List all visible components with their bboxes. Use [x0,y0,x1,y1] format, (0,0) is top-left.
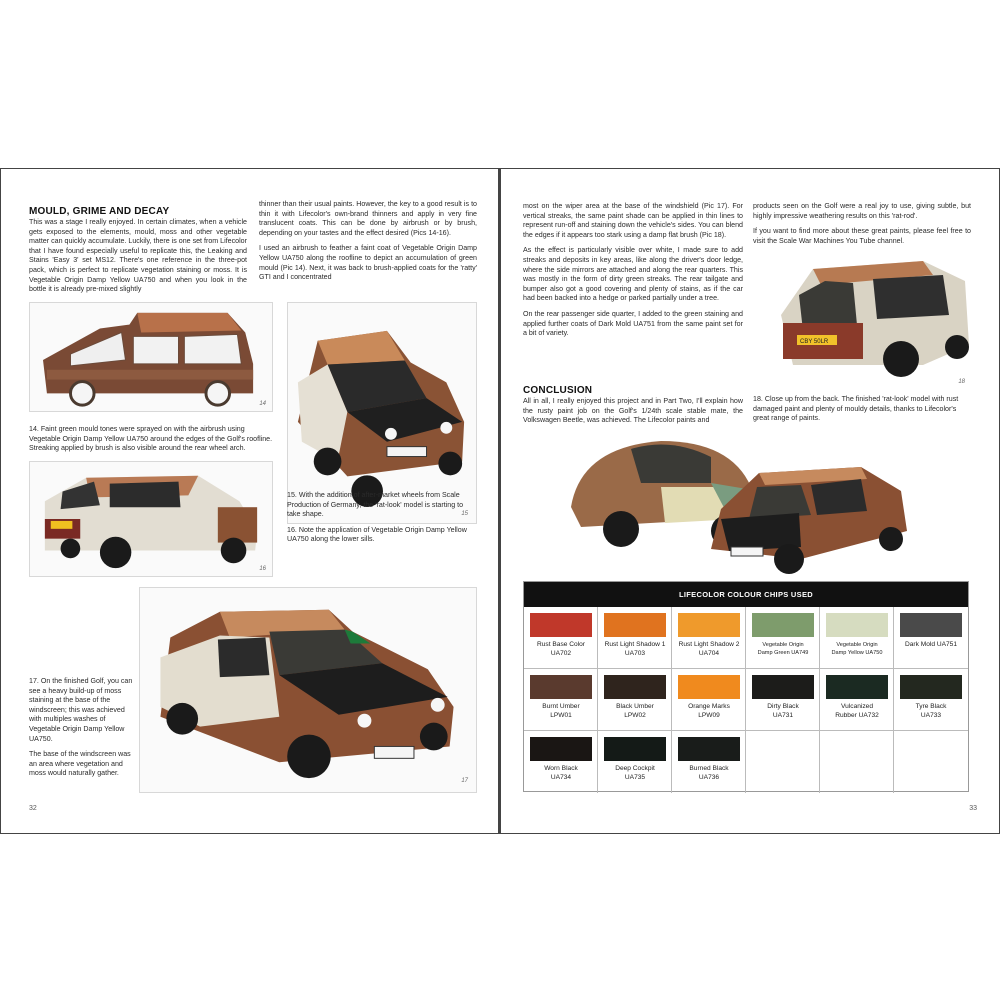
colour-chip [820,607,894,669]
chip-name: Burned Black [689,765,729,772]
chip-label [748,641,818,657]
paragraph: The base of the windscreen was an area where vegetation and moss would naturally gather. [29,750,131,778]
colour-chip [746,607,820,669]
chip-label [674,765,744,782]
chip-name: Vegetable Origin [836,642,878,648]
paragraph: products seen on the Golf were a real joy to use, giving subtle, but highly impressive weathering results on this 'rat-rod'. [753,202,971,220]
chip-code: UA736 [698,773,720,781]
colour-chip [598,607,672,669]
colour-swatch [826,675,888,699]
paragraph: This was a stage I really enjoyed. In certain climates, when a vehicle gets exposed to the elements, mould, moss and other vegetable matter can quickly accumulate. Luckily, there is one set from Lifecolor that I have found especially useful to replicate this, the Leaking and Stains 'Easy 3' set MS12. There's one reference in the three-pot pack, which is perfect to replicate vegetation staining or moss. It is Vegetable Origin Damp Yellow UA750 and when you look in the bottle it is already pre-mixed slightly [29,218,247,294]
chip-label [822,703,892,720]
chip-label [526,703,596,720]
colour-swatch [530,737,592,761]
colour-chip [894,607,968,669]
paragraph: I used an airbrush to feather a faint coat of Vegetable Origin Damp Yellow UA750 along the roofline to depict an accumulation of green mould (Pic 14). Next, it was back to brush-applied coats for the 'ratty' GTI and I concentrated [259,244,477,282]
page-number-left: 32 [29,805,37,812]
colour-chip [598,669,672,731]
colour-swatch [604,675,666,699]
colour-swatch [678,675,740,699]
colour-swatch [530,675,592,699]
section-heading: MOULD, GRIME AND DECAY [29,206,170,217]
chip-name: Black Umber [616,703,654,710]
colour-chip [894,669,968,731]
chip-code: LPW02 [624,711,646,719]
beetle-golf-illustration [561,427,921,577]
paragraph: On the rear passenger side quarter, I added to the green staining and applied further coats of Dark Mold UA751 from the same paint set for a bit of variety. [523,309,743,338]
colour-swatch [752,613,814,637]
caption-14: 14. Faint green mould tones were sprayed on with the airbrush using Vegetable Origin Damp Yellow UA750 around the edges of the Golf's roofline. Streaking applied by brush is also visible around the rear wheel arch. [29,425,273,453]
chip-label [674,703,744,720]
chip-code: UA735 [624,773,646,781]
chip-code: LPW09 [698,711,720,719]
paragraph: most on the wiper area at the base of the windshield (Pic 17). For vertical streaks, the same paint shade can be applied in thin lines to represent run-off and staining down the vehicle's sides. You can blend the edges if it appears too stark using a damp flat brush (Pic 18). [523,202,743,239]
chip-name: Rust Base Color [536,641,585,648]
finished-car-illustration [140,588,476,792]
chip-code: LPW01 [550,711,572,719]
body-text-col1 [523,202,743,345]
chip-code: UA703 [624,649,646,657]
chip-label [896,641,966,650]
empty-chip-cell [894,731,968,793]
chip-name: Vegetable Origin [762,642,804,648]
chip-code: UA702 [550,649,572,657]
page-number-right: 33 [969,805,977,812]
chip-label [896,703,966,720]
paragraph: thinner than their usual paints. However, the key to a good result is to thin it with Lifecolor's own-brand thinners and apply in very fine translucent coats. This can be done by airbrush or by brush, depending on your tastes and the effect desired (Pics 14-16). [259,200,477,237]
colour-chip [820,669,894,731]
left-page [0,169,499,833]
colour-chip [672,669,746,731]
photo-18-rear-closeup [773,255,971,391]
paragraph: If you want to find more about these great paints, please feel free to visit the Scale War Machines You Tube channel. [753,227,971,245]
caption-15: 15. With the addition of after-market wheels from Scale Production of Germany, the 'rat-look' model is starting to take shape. [287,491,464,519]
chip-label [822,641,892,657]
paragraph: As the effect is particularly visible over white, I made sure to add streaks and deposits in key areas, like along the driver's door ledge, where the side mirrors are attached and along the rear quarters. This was mostly in the form of dirty green streaks. The rear tailgate and bumper also got a good covering and plenty of stains, as if the car had been backed into a hedge or parked partially under a tree. [523,246,743,303]
car-rear-illustration [30,462,272,576]
photo-beetle-and-golf [561,427,921,577]
empty-chip-cell [746,731,820,793]
car-rear-closeup-illustration [773,255,971,391]
conclusion-heading: CONCLUSION [523,385,593,396]
colour-chip [672,731,746,793]
chip-label [674,641,744,658]
photo-number: 17 [461,778,468,784]
colour-chip [524,607,598,669]
caption-18: 18. Close up from the back. The finished 'rat-look' model with rust damaged paint and plenty of mouldy details, thanks to Lifecolor's great range of paints. [753,395,959,423]
chip-name: Dark Mold UA751 [904,641,958,648]
paragraph: 17. On the finished Golf, you can see a heavy build-up of moss staining at the base of the windscreen; this was achieved with multiples washes of Vegetable Origin Damp Yellow UA750. [29,677,133,743]
caption-16: 16. Note the application of Vegetable Origin Damp Yellow UA750 along the lower sills. [287,525,467,544]
empty-chip-cell [820,731,894,793]
photo-number: 18 [958,379,965,385]
body-text-col1 [29,218,247,301]
magazine-spread [0,168,1000,834]
paragraph: All in all, I really enjoyed this project and in Part Two, I'll explain how the rusty paint job on the Golf's 1/24th scale stable mate, the Volkswagen Beetle, was achieved. The Lifecolor paints and [523,397,743,425]
chips-title: LIFECOLOR COLOUR CHIPS USED [524,582,968,607]
chip-name: Worn Black [544,765,578,772]
photo-number: 16 [259,566,266,572]
colour-swatch [678,737,740,761]
photo-14-golf-shell [29,302,273,412]
colour-swatch [826,613,888,637]
car-front-illustration [288,303,476,523]
chip-label [600,641,670,658]
body-text-col2 [753,202,971,252]
colour-swatch [604,613,666,637]
colour-chip [598,731,672,793]
chip-name: Rust Light Shadow 2 [678,641,740,648]
chip-code: UA733 [920,711,942,719]
colour-swatch [678,613,740,637]
photo-17-finished-golf [139,587,477,793]
colour-swatch [752,675,814,699]
colour-chip [524,731,598,793]
chip-code: UA731 [772,711,794,719]
car-shell-illustration [30,303,272,411]
caption-17 [29,677,137,785]
photo-16-golf-rear [29,461,273,577]
colour-chip [524,669,598,731]
chip-label [600,765,670,782]
chip-label [526,641,596,658]
chip-code: Damp Green UA749 [757,650,809,657]
chip-code: Damp Yellow UA750 [831,650,883,657]
chip-name: Tyre Black [915,703,947,710]
body-text-col2 [259,200,477,289]
right-page [501,169,1000,833]
chip-label [748,703,818,720]
colour-swatch [604,737,666,761]
chip-name: Burnt Umber [542,703,580,710]
colour-chips-table [523,581,969,792]
chip-name: Vulcanized [840,703,873,710]
chip-code: Rubber UA732 [835,711,879,719]
photo-number: 14 [259,401,266,407]
colour-swatch [530,613,592,637]
chip-label [526,765,596,782]
chip-name: Dirty Black [767,703,799,710]
colour-swatch [900,675,962,699]
chip-label [600,703,670,720]
captions-15-16 [287,491,477,551]
colour-chip [672,607,746,669]
chip-code: UA734 [550,773,572,781]
chip-name: Rust Light Shadow 1 [604,641,666,648]
colour-chip [746,669,820,731]
photo-number: 15 [461,511,468,517]
chip-name: Orange Marks [688,703,730,710]
colour-swatch [900,613,962,637]
chip-code: UA704 [698,649,720,657]
chip-name: Deep Cockpit [615,765,655,772]
license-plate-text: CBY 50LR [800,339,829,345]
